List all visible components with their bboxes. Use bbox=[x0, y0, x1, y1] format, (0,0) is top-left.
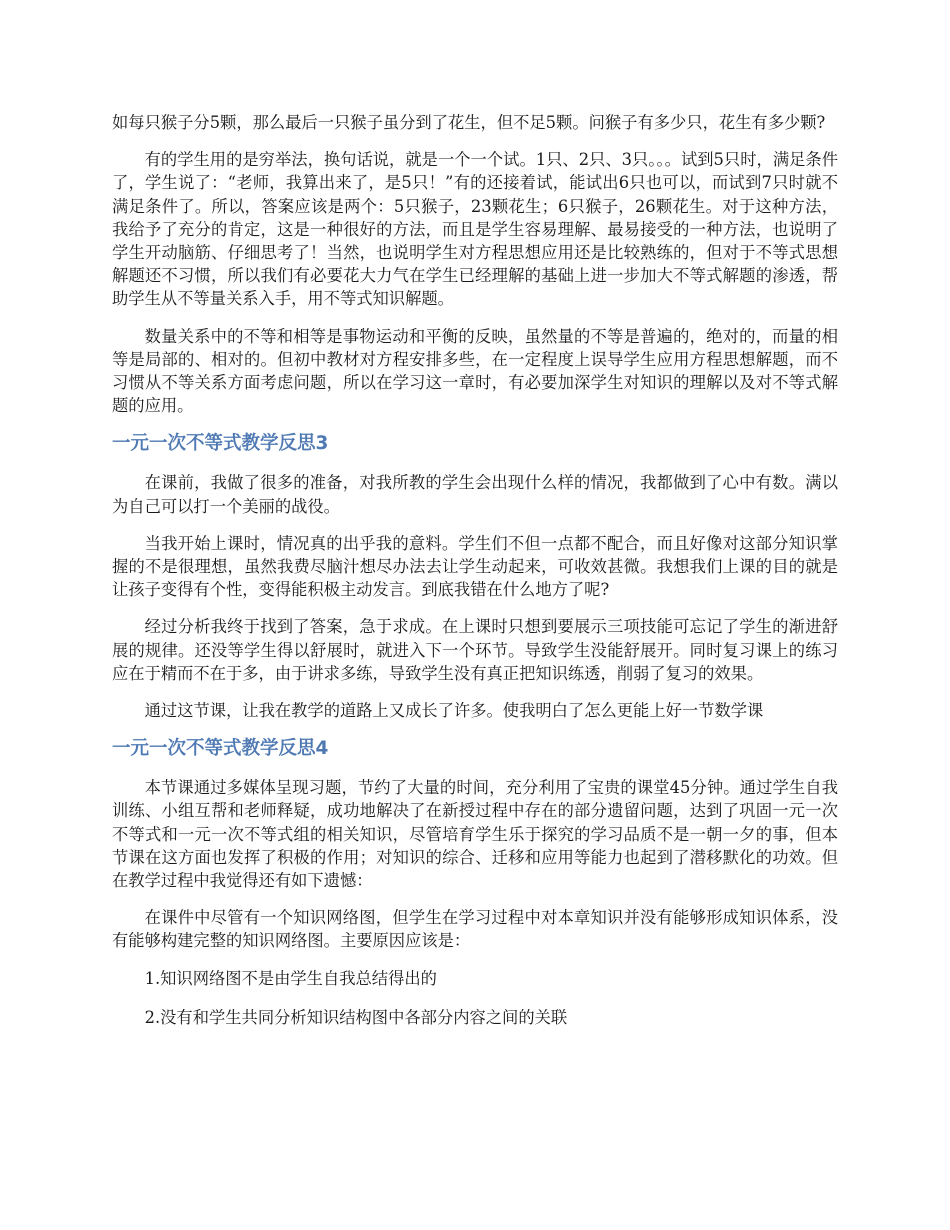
section-heading: 一元一次不等式教学反思4 bbox=[112, 738, 329, 760]
paragraph: 在课件中尽管有一个知识网络图，但学生在学习过程中对本章知识并没有能够形成知识体系，没有能够构建完整的知识网络图。主要原因应该是： bbox=[112, 908, 838, 951]
paragraph: 本节课通过多媒体呈现习题，节约了大量的时间，充分利用了宝贵的课堂45分钟。通过学生自我训练、小组互帮和老师释疑，成功地解决了在新授过程中存在的部分遗留问题，达到了巩固一元一次不等式和一元一次不等式组的相关知识，尽管培育学生乐于探究的学习品质不是一朝一夕的事，但本节课在这方面也发挥了积极的作用；对知识的综合、迁移和应用等能力也起到了潜移默化的功效。但在教学过程中我觉得还有如下遗憾： bbox=[112, 778, 838, 891]
list-item: 2.没有和学生共同分析知识结构图中各部分内容之间的关联 bbox=[144, 1007, 568, 1027]
paragraph: 通过这节课，让我在教学的道路上又成长了许多。使我明白了怎么更能上好一节数学课 bbox=[144, 701, 764, 721]
paragraph: 在课前，我做了很多的准备，对我所教的学生会出现什么样的情况，我都做到了心中有数。满以为自己可以打一个美丽的战役。 bbox=[112, 473, 838, 516]
paragraph: 经过分析我终于找到了答案，急于求成。在上课时只想到要展示三项技能可忘记了学生的渐进舒展的规律。还没等学生得以舒展时，就进入下一个环节。导致学生没能舒展开。同时复习课上的练习应在于精而不在于多，由于讲求多练，导致学生没有真正把知识练透，削弱了复习的效果。 bbox=[112, 617, 838, 683]
paragraph: 有的学生用的是穷举法，换句话说，就是一个一个试。1只、2只、3只。。。试到5只时，满足条件了，学生说了：“老师，我算出来了，是5只！”有的还接着试，能试出6只也可以，而试到7只时就不满足条件了。所以，答案应该是两个：5只猴子，23颗花生；6只猴子，26颗花生。对于这种方法，我给予了充分的肯定，这是一种很好的方法，而且是学生容易理解、最易接受的一种方法，也说明了学生开动脑筋、仔细思考了！当然，也说明学生对方程思想应用还是比较熟练的，但对于不等式思想解题还不习惯，所以我们有必要花大力气在学生已经理解的基础上进一步加大不等式解题的渗透，帮助学生从不等量关系入手，用不等式知识解题。 bbox=[112, 150, 838, 309]
list-item: 1.知识网络图不是由学生自我总结得出的 bbox=[144, 968, 437, 988]
section-heading: 一元一次不等式教学反思3 bbox=[112, 433, 329, 455]
paragraph: 当我开始上课时，情况真的出乎我的意料。学生们不但一点都不配合，而且好像对这部分知识掌握的不是很理想，虽然我费尽脑汁想尽办法去让学生动起来，可收效甚微。我想我们上课的目的就是让孩子变得有个性，变得能积极主动发言。到底我错在什么地方了呢? bbox=[112, 533, 838, 600]
paragraph: 数量关系中的不等和相等是事物运动和平衡的反映，虽然量的不等是普遍的，绝对的，而量的相等是局部的、相对的。但初中教材对方程安排多些，在一定程度上误导学生应用方程思想解题，而不习惯从不等关系方面考虑问题，所以在学习这一章时，有必要加深学生对知识的理解以及对不等式解题的应用。 bbox=[112, 326, 838, 416]
paragraph: 如每只猴子分5颗，那么最后一只猴子虽分到了花生，但不足5颗。问猴子有多少只，花生有多少颗? bbox=[112, 113, 826, 132]
